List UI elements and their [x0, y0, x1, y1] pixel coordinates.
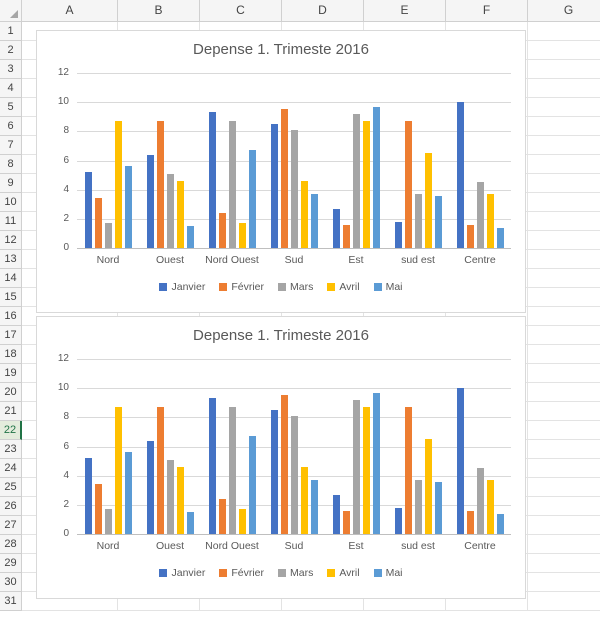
- bar-avril-5[interactable]: [425, 439, 432, 534]
- bar-avril-3[interactable]: [301, 467, 308, 534]
- column-header-a[interactable]: A: [22, 0, 118, 22]
- row-header-12[interactable]: 12: [0, 231, 22, 250]
- x-axis-label-3: Sud: [284, 540, 304, 552]
- bar-avril-2[interactable]: [239, 223, 246, 248]
- row-header-20[interactable]: 20: [0, 383, 22, 402]
- y-axis-tick-label: 8: [63, 125, 69, 137]
- row-header-16[interactable]: 16: [0, 307, 22, 326]
- x-axis-label-2: Nord Ouest: [205, 254, 259, 266]
- bar-février-4[interactable]: [343, 225, 350, 248]
- cell[interactable]: [528, 98, 600, 117]
- cell[interactable]: [528, 79, 600, 98]
- column-header-c[interactable]: C: [200, 0, 282, 22]
- bar-mai-5[interactable]: [435, 482, 442, 535]
- row-header-31[interactable]: 31: [0, 592, 22, 611]
- legend-swatch-janvier: [159, 283, 167, 291]
- bar-janvier-3[interactable]: [271, 410, 278, 534]
- legend-swatch-février: [219, 569, 227, 577]
- bar-mai-1[interactable]: [187, 512, 194, 534]
- chart-legend: [37, 278, 525, 296]
- legend-swatch-avril: [327, 283, 335, 291]
- bar-février-0[interactable]: [95, 484, 102, 534]
- y-axis-tick-label: 0: [63, 528, 69, 539]
- y-axis-tick-label: 10: [57, 382, 69, 394]
- bar-mars-6[interactable]: [477, 468, 484, 534]
- row-header-19[interactable]: 19: [0, 364, 22, 383]
- cell[interactable]: [528, 478, 600, 497]
- cell[interactable]: [528, 459, 600, 478]
- y-axis-tick-label: 2: [63, 498, 69, 510]
- y-axis-tick-label: 2: [63, 212, 69, 224]
- cell[interactable]: [528, 345, 600, 364]
- row-header-5[interactable]: 5: [0, 98, 22, 117]
- x-axis-line: [77, 248, 511, 249]
- legend-label: Mai: [385, 566, 403, 579]
- column-header-d[interactable]: D: [282, 0, 364, 22]
- row-header-28[interactable]: 28: [0, 535, 22, 554]
- cell[interactable]: [528, 155, 600, 174]
- cell[interactable]: [528, 288, 600, 307]
- x-axis-label-5: sud est: [401, 540, 435, 552]
- bar-janvier-0[interactable]: [85, 458, 92, 534]
- bar-avril-2[interactable]: [239, 509, 246, 534]
- cell[interactable]: [528, 383, 600, 402]
- bar-mai-4[interactable]: [373, 393, 380, 534]
- gridline: [77, 73, 511, 74]
- legend-item-mai[interactable]: [374, 281, 403, 293]
- bar-mars-4[interactable]: [353, 400, 360, 534]
- cell[interactable]: [528, 326, 600, 345]
- bar-mai-0[interactable]: [125, 452, 132, 534]
- bar-janvier-6[interactable]: [457, 388, 464, 534]
- y-axis-tick-label: 10: [57, 96, 69, 108]
- bar-mai-3[interactable]: [311, 194, 318, 248]
- bar-avril-4[interactable]: [363, 121, 370, 248]
- bar-mars-5[interactable]: [415, 194, 422, 248]
- column-header-f[interactable]: F: [446, 0, 528, 22]
- row-header-25[interactable]: 25: [0, 478, 22, 497]
- legend-item-janvier[interactable]: [159, 281, 205, 293]
- cell[interactable]: [528, 60, 600, 79]
- bar-janvier-5[interactable]: [395, 222, 402, 248]
- chart-title: Depense 1. Trimeste 2016: [193, 327, 369, 344]
- legend-label: Février: [231, 280, 265, 293]
- x-axis-label-6: Centre: [464, 254, 496, 266]
- cell[interactable]: [528, 117, 600, 136]
- cell[interactable]: [528, 193, 600, 212]
- cell[interactable]: [528, 231, 600, 250]
- legend-label: Avril: [339, 280, 360, 293]
- row-header-11[interactable]: 11: [0, 212, 22, 231]
- bar-mai-0[interactable]: [125, 166, 132, 248]
- cell[interactable]: [528, 440, 600, 459]
- row-header-22[interactable]: 22: [0, 421, 22, 440]
- row-header-14[interactable]: 14: [0, 269, 22, 288]
- bar-avril-6[interactable]: [487, 194, 494, 248]
- legend-item-mars[interactable]: [278, 567, 313, 579]
- plot-area: [37, 67, 525, 266]
- row-header-3[interactable]: 3: [0, 60, 22, 79]
- legend-label: Janvier: [171, 566, 206, 579]
- chart-legend: [37, 564, 525, 582]
- bar-mai-3[interactable]: [311, 480, 318, 534]
- legend-swatch-mars: [278, 283, 286, 291]
- bar-avril-3[interactable]: [301, 181, 308, 248]
- bar-avril-0[interactable]: [115, 407, 122, 534]
- bar-mars-1[interactable]: [167, 460, 174, 534]
- x-axis-line: [77, 534, 511, 535]
- x-axis-label-5: sud est: [401, 254, 435, 266]
- row-header-23[interactable]: 23: [0, 440, 22, 459]
- legend-label: Février: [231, 566, 265, 579]
- cell[interactable]: [528, 269, 600, 288]
- bar-janvier-1[interactable]: [147, 155, 154, 248]
- bar-février-6[interactable]: [467, 225, 474, 248]
- y-axis-tick-label: 12: [57, 67, 69, 78]
- bar-avril-5[interactable]: [425, 153, 432, 248]
- gridline: [77, 102, 511, 103]
- cell[interactable]: [528, 535, 600, 554]
- cell[interactable]: [528, 364, 600, 383]
- x-axis-label-0: Nord: [96, 254, 120, 266]
- y-axis-tick-label: 6: [63, 440, 69, 452]
- gridline: [77, 359, 511, 360]
- legend-swatch-mars: [278, 569, 286, 577]
- column-header-e[interactable]: E: [364, 0, 446, 22]
- cell[interactable]: [528, 573, 600, 592]
- bar-février-3[interactable]: [281, 109, 288, 248]
- bar-mai-6[interactable]: [497, 228, 504, 248]
- bar-janvier-4[interactable]: [333, 495, 340, 534]
- bar-mai-4[interactable]: [373, 107, 380, 248]
- legend-label: Mai: [385, 280, 403, 293]
- cell[interactable]: [528, 421, 600, 440]
- bar-avril-1[interactable]: [177, 181, 184, 248]
- row-header-21[interactable]: 21: [0, 402, 22, 421]
- bar-février-0[interactable]: [95, 198, 102, 248]
- bar-avril-4[interactable]: [363, 407, 370, 534]
- bar-janvier-0[interactable]: [85, 172, 92, 248]
- row-header-29[interactable]: 29: [0, 554, 22, 573]
- bar-mars-5[interactable]: [415, 480, 422, 534]
- row-header-18[interactable]: 18: [0, 345, 22, 364]
- bar-janvier-6[interactable]: [457, 102, 464, 248]
- row-header-26[interactable]: 26: [0, 497, 22, 516]
- bar-mars-0[interactable]: [105, 223, 112, 248]
- bar-mars-1[interactable]: [167, 174, 174, 248]
- cell[interactable]: [528, 212, 600, 231]
- bar-mai-6[interactable]: [497, 514, 504, 534]
- column-header-g[interactable]: G: [528, 0, 600, 22]
- bar-février-5[interactable]: [405, 407, 412, 534]
- bar-février-1[interactable]: [157, 121, 164, 248]
- row-header-17[interactable]: 17: [0, 326, 22, 345]
- cell[interactable]: [528, 41, 600, 60]
- legend-item-avril[interactable]: [327, 281, 359, 293]
- legend-label: Janvier: [171, 280, 206, 293]
- legend-item-mai[interactable]: [374, 567, 403, 579]
- bar-mars-3[interactable]: [291, 130, 298, 248]
- bar-mars-3[interactable]: [291, 416, 298, 534]
- x-axis-label-2: Nord Ouest: [205, 540, 259, 552]
- x-axis-label-6: Centre: [464, 540, 496, 552]
- row-header-2[interactable]: 2: [0, 41, 22, 60]
- y-axis-tick-label: 0: [63, 242, 69, 253]
- cell[interactable]: [528, 554, 600, 573]
- row-header-10[interactable]: 10: [0, 193, 22, 212]
- y-axis-tick-label: 4: [63, 183, 69, 195]
- chart-1[interactable]: [36, 30, 526, 313]
- legend-item-mars[interactable]: [278, 281, 313, 293]
- cell[interactable]: [528, 174, 600, 193]
- y-axis-tick-label: 12: [57, 353, 69, 364]
- cell[interactable]: [528, 497, 600, 516]
- row-header-27[interactable]: 27: [0, 516, 22, 535]
- legend-swatch-mai: [374, 569, 382, 577]
- bar-mai-2[interactable]: [249, 436, 256, 534]
- bar-mars-6[interactable]: [477, 182, 484, 248]
- row-header-15[interactable]: 15: [0, 288, 22, 307]
- y-axis-tick-label: 4: [63, 469, 69, 481]
- row-header-30[interactable]: 30: [0, 573, 22, 592]
- legend-label: Avril: [339, 566, 360, 579]
- legend-swatch-janvier: [159, 569, 167, 577]
- select-all-corner[interactable]: [0, 0, 22, 22]
- column-header-b[interactable]: B: [118, 0, 200, 22]
- gridline: [77, 388, 511, 389]
- row-header-4[interactable]: 4: [0, 79, 22, 98]
- x-axis-label-3: Sud: [284, 254, 304, 266]
- cell[interactable]: [528, 136, 600, 155]
- bar-janvier-1[interactable]: [147, 441, 154, 534]
- cell[interactable]: [528, 402, 600, 421]
- legend-item-février[interactable]: [219, 567, 264, 579]
- legend-label: Mars: [290, 280, 314, 293]
- bar-mars-2[interactable]: [229, 407, 236, 534]
- bar-janvier-4[interactable]: [333, 209, 340, 248]
- row-header-9[interactable]: 9: [0, 174, 22, 193]
- legend-swatch-avril: [327, 569, 335, 577]
- bar-mai-5[interactable]: [435, 196, 442, 249]
- cell[interactable]: [528, 592, 600, 611]
- bar-mars-0[interactable]: [105, 509, 112, 534]
- cell[interactable]: [528, 250, 600, 269]
- bar-mai-2[interactable]: [249, 150, 256, 248]
- row-header-1[interactable]: 1: [0, 22, 22, 41]
- bar-janvier-2[interactable]: [209, 398, 216, 534]
- cell[interactable]: [528, 22, 600, 41]
- legend-item-janvier[interactable]: [159, 567, 205, 579]
- x-axis-label-4: Est: [348, 254, 364, 266]
- bar-février-2[interactable]: [219, 213, 226, 248]
- row-header-13[interactable]: 13: [0, 250, 22, 269]
- bar-février-2[interactable]: [219, 499, 226, 534]
- bar-mars-2[interactable]: [229, 121, 236, 248]
- y-axis-tick-label: 8: [63, 411, 69, 423]
- legend-swatch-mai: [374, 283, 382, 291]
- bar-février-1[interactable]: [157, 407, 164, 534]
- x-axis-label-1: Ouest: [155, 254, 184, 266]
- row-header-24[interactable]: 24: [0, 459, 22, 478]
- row-header-6[interactable]: 6: [0, 117, 22, 136]
- legend-item-février[interactable]: [219, 281, 264, 293]
- bar-janvier-2[interactable]: [209, 112, 216, 248]
- bar-avril-1[interactable]: [177, 467, 184, 534]
- row-header-8[interactable]: 8: [0, 155, 22, 174]
- bar-avril-0[interactable]: [115, 121, 122, 248]
- legend-label: Mars: [290, 566, 314, 579]
- cell[interactable]: [528, 516, 600, 535]
- x-axis-label-0: Nord: [96, 540, 120, 552]
- bar-mai-1[interactable]: [187, 226, 194, 248]
- bar-février-5[interactable]: [405, 121, 412, 248]
- bar-janvier-5[interactable]: [395, 508, 402, 534]
- bar-février-4[interactable]: [343, 511, 350, 534]
- legend-item-avril[interactable]: [327, 567, 359, 579]
- plot-area: [37, 353, 525, 552]
- y-axis-tick-label: 6: [63, 154, 69, 166]
- chart-2[interactable]: [36, 316, 526, 599]
- bar-avril-6[interactable]: [487, 480, 494, 534]
- bar-mars-4[interactable]: [353, 114, 360, 248]
- bar-février-6[interactable]: [467, 511, 474, 534]
- legend-swatch-février: [219, 283, 227, 291]
- x-axis-label-1: Ouest: [155, 540, 184, 552]
- bar-janvier-3[interactable]: [271, 124, 278, 248]
- chart-title: Depense 1. Trimeste 2016: [193, 41, 369, 58]
- bar-février-3[interactable]: [281, 395, 288, 534]
- x-axis-label-4: Est: [348, 540, 364, 552]
- cell[interactable]: [528, 307, 600, 326]
- row-header-7[interactable]: 7: [0, 136, 22, 155]
